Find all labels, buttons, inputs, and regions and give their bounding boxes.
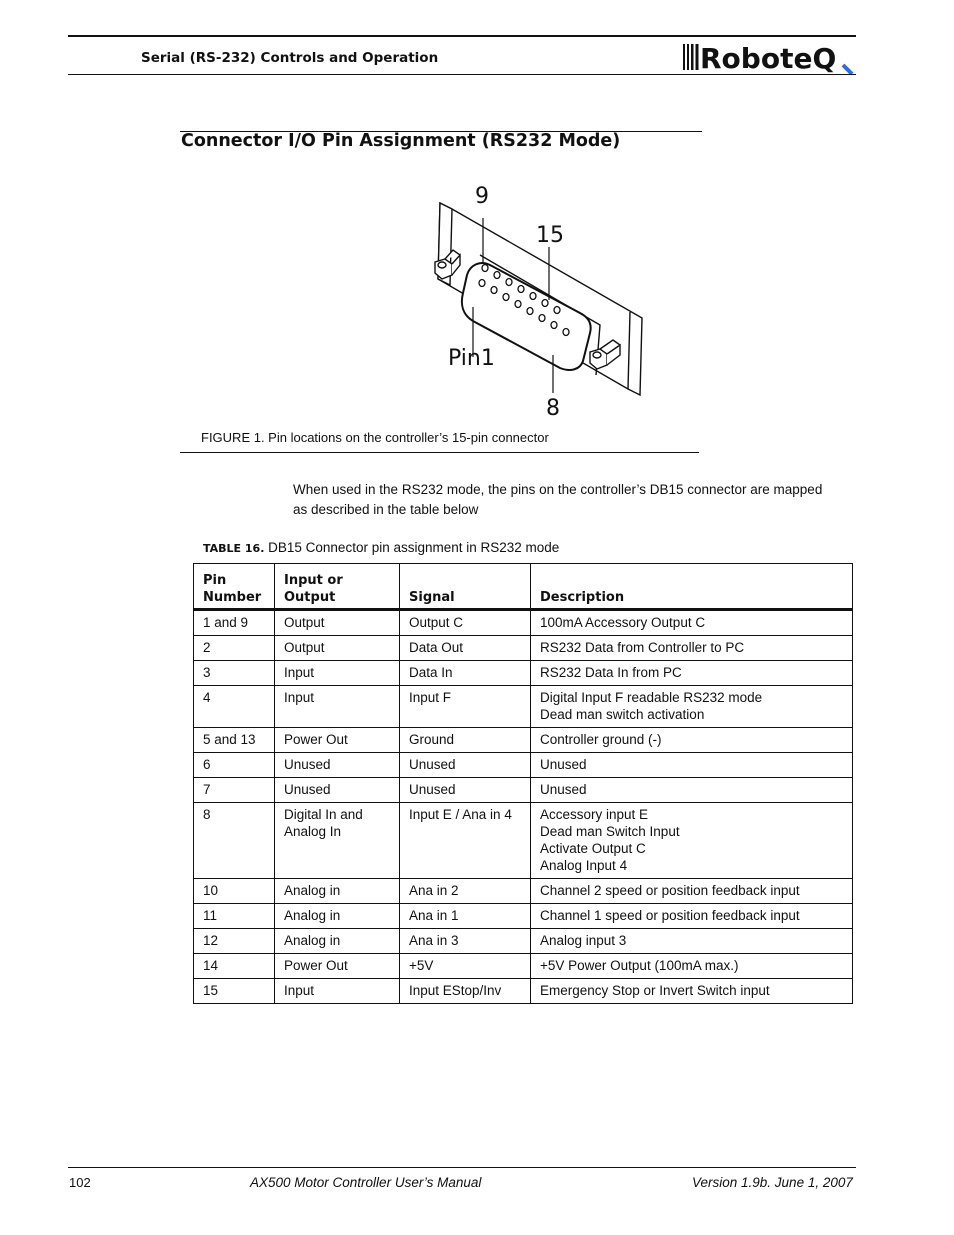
cell-description: [531, 728, 853, 753]
cell-text: Output: [284, 615, 325, 630]
cell-signal: [400, 879, 531, 904]
cell-text: 10: [203, 883, 219, 898]
cell-pin-number: [194, 979, 275, 1004]
table-caption: [203, 540, 559, 555]
cell-text: 12: [203, 933, 219, 948]
cell-text: Data In: [409, 665, 453, 680]
header-text: Signal: [409, 590, 455, 605]
cell-text: Emergency Stop or Invert Switch input: [540, 983, 770, 998]
cell-text: Digital Input F readable RS232 mode: [540, 690, 763, 705]
cell-pin-number: [194, 778, 275, 803]
section-heading: Connector I/O Pin Assignment (RS232 Mode): [181, 131, 621, 151]
cell-description: [531, 929, 853, 954]
table-body: [194, 610, 853, 1004]
cell-signal: [400, 954, 531, 979]
cell-text: Input: [284, 983, 315, 998]
cell-signal: [400, 904, 531, 929]
cell-description: [531, 954, 853, 979]
header-text: Pin: [203, 573, 227, 588]
cell-text: 1 and 9: [203, 615, 249, 630]
table-row: [194, 778, 853, 803]
cell-signal: [400, 610, 531, 636]
cell-input-or-output: [275, 929, 400, 954]
body-paragraph: [293, 480, 863, 520]
cell-text: 7: [203, 782, 211, 797]
cell-text: Ana in 1: [409, 908, 459, 923]
cell-text: Unused: [409, 757, 456, 772]
cell-pin-number: [194, 753, 275, 778]
cell-text: Ana in 3: [409, 933, 459, 948]
running-header-title: Serial (RS-232) Controls and Operation: [141, 50, 439, 66]
header-pin-number: [194, 564, 275, 610]
header-text: Input or: [284, 573, 343, 588]
header-bottom-rule: [68, 74, 856, 75]
footer-rule: [68, 1167, 856, 1168]
pin1-label: Pin1: [448, 346, 495, 371]
cell-pin-number: [194, 610, 275, 636]
header-text: Output: [284, 590, 336, 605]
cell-signal: [400, 778, 531, 803]
cell-description: [531, 686, 853, 728]
header-signal: [400, 564, 531, 610]
logo-bars-icon: [683, 44, 699, 70]
roboteq-logo: [683, 38, 859, 74]
cell-text: 100mA Accessory Output C: [540, 615, 706, 630]
cell-text: Unused: [540, 782, 587, 797]
cell-input-or-output: [275, 610, 400, 636]
table-caption-label: TABLE 16.: [203, 542, 265, 555]
cell-text: +5V: [409, 958, 434, 973]
cell-signal: [400, 979, 531, 1004]
cell-text: Analog input 3: [540, 933, 627, 948]
header-text: Number: [203, 590, 262, 605]
version-text: Version 1.9b. June 1, 2007: [692, 1175, 853, 1190]
table-row: [194, 954, 853, 979]
header-description: [531, 564, 853, 610]
cell-text: Analog in: [284, 933, 341, 948]
cell-text: Channel 1 speed or position feedback input: [540, 908, 800, 923]
cell-pin-number: [194, 879, 275, 904]
cell-text: Output: [284, 640, 325, 655]
cell-text: Channel 2 speed or position feedback input: [540, 883, 800, 898]
cell-pin-number: [194, 728, 275, 753]
table-row: [194, 753, 853, 778]
cell-input-or-output: [275, 778, 400, 803]
cell-signal: [400, 686, 531, 728]
cell-text: 6: [203, 757, 211, 772]
paragraph-line: as described in the table below: [293, 502, 479, 517]
cell-pin-number: [194, 686, 275, 728]
table-row: [194, 929, 853, 954]
cell-description: [531, 753, 853, 778]
manual-title: AX500 Motor Controller User’s Manual: [250, 1175, 482, 1190]
cell-text: Input: [284, 690, 315, 705]
cell-description: [531, 636, 853, 661]
cell-description: [531, 879, 853, 904]
db15-connector-diagram: [430, 175, 670, 420]
cell-text: 5 and 13: [203, 732, 256, 747]
table-row: [194, 904, 853, 929]
pin9-label: 9: [475, 184, 489, 209]
cell-text: 2: [203, 640, 211, 655]
logo-wordmark: RoboteQ: [700, 42, 837, 74]
cell-description: [531, 904, 853, 929]
cell-description: [531, 778, 853, 803]
cell-input-or-output: [275, 728, 400, 753]
cell-text: Digital In and: [284, 807, 363, 822]
table-row: [194, 979, 853, 1004]
cell-pin-number: [194, 904, 275, 929]
cell-signal: [400, 636, 531, 661]
cell-text: 4: [203, 690, 211, 705]
table-row: [194, 803, 853, 879]
cell-text: +5V Power Output (100mA max.): [540, 958, 739, 973]
cell-text: 11: [203, 908, 218, 923]
cell-text: Analog In: [284, 824, 342, 839]
table-row: [194, 728, 853, 753]
cell-signal: [400, 803, 531, 879]
paragraph-line: When used in the RS232 mode, the pins on the controller’s DB15 connector are mapped: [293, 482, 823, 497]
cell-text: Accessory input E: [540, 807, 649, 822]
cell-text: Dead man switch activation: [540, 707, 705, 722]
cell-text: Input: [284, 665, 315, 680]
pin15-label: 15: [536, 223, 564, 248]
cell-pin-number: [194, 929, 275, 954]
header-text: Description: [540, 590, 625, 605]
cell-text: RS232 Data In from PC: [540, 665, 682, 680]
pin-assignment-table: [193, 563, 853, 1004]
cell-text: Input E / Ana in 4: [409, 807, 512, 822]
table-row: [194, 686, 853, 728]
cell-input-or-output: [275, 636, 400, 661]
cell-text: 15: [203, 983, 219, 998]
cell-pin-number: [194, 661, 275, 686]
table-row: [194, 636, 853, 661]
cell-input-or-output: [275, 904, 400, 929]
table-header-row: [194, 564, 853, 610]
cell-pin-number: [194, 803, 275, 879]
cell-text: 14: [203, 958, 219, 973]
header-top-rule: [68, 35, 856, 37]
cell-description: [531, 610, 853, 636]
cell-input-or-output: [275, 803, 400, 879]
cell-signal: [400, 929, 531, 954]
cell-input-or-output: [275, 879, 400, 904]
cell-description: [531, 979, 853, 1004]
cell-signal: [400, 661, 531, 686]
cell-text: 3: [203, 665, 211, 680]
cell-text: 8: [203, 807, 211, 822]
figure-caption: FIGURE 1. Pin locations on the controller’s 15-pin connector: [201, 430, 549, 445]
cell-text: Ground: [409, 732, 455, 747]
cell-text: Power Out: [284, 958, 348, 973]
table-row: [194, 661, 853, 686]
cell-text: Unused: [284, 757, 331, 772]
cell-text: Controller ground (-): [540, 732, 662, 747]
table-row: [194, 610, 853, 636]
table-row: [194, 879, 853, 904]
figure-rule: [180, 452, 699, 453]
cell-text: Analog Input 4: [540, 858, 628, 873]
cell-text: Output C: [409, 615, 464, 630]
cell-input-or-output: [275, 954, 400, 979]
cell-input-or-output: [275, 753, 400, 778]
cell-description: [531, 661, 853, 686]
cell-text: Data Out: [409, 640, 464, 655]
cell-text: Unused: [540, 757, 587, 772]
cell-text: Analog in: [284, 883, 341, 898]
cell-pin-number: [194, 636, 275, 661]
cell-text: Power Out: [284, 732, 348, 747]
pin8-label: 8: [546, 396, 560, 420]
cell-text: Input F: [409, 690, 452, 705]
page-number: 102: [69, 1175, 91, 1190]
cell-text: Activate Output C: [540, 841, 646, 856]
cell-text: Analog in: [284, 908, 341, 923]
cell-input-or-output: [275, 686, 400, 728]
cell-signal: [400, 753, 531, 778]
cell-signal: [400, 728, 531, 753]
cell-input-or-output: [275, 979, 400, 1004]
cell-text: Dead man Switch Input: [540, 824, 680, 839]
cell-input-or-output: [275, 661, 400, 686]
header-input-or-output: [275, 564, 400, 610]
cell-text: RS232 Data from Controller to PC: [540, 640, 745, 655]
cell-text: Input EStop/Inv: [409, 983, 502, 998]
cell-text: Unused: [409, 782, 456, 797]
cell-text: Ana in 2: [409, 883, 459, 898]
cell-text: Unused: [284, 782, 331, 797]
cell-description: [531, 803, 853, 879]
cell-pin-number: [194, 954, 275, 979]
table-caption-text: DB15 Connector pin assignment in RS232 mode: [264, 540, 560, 555]
